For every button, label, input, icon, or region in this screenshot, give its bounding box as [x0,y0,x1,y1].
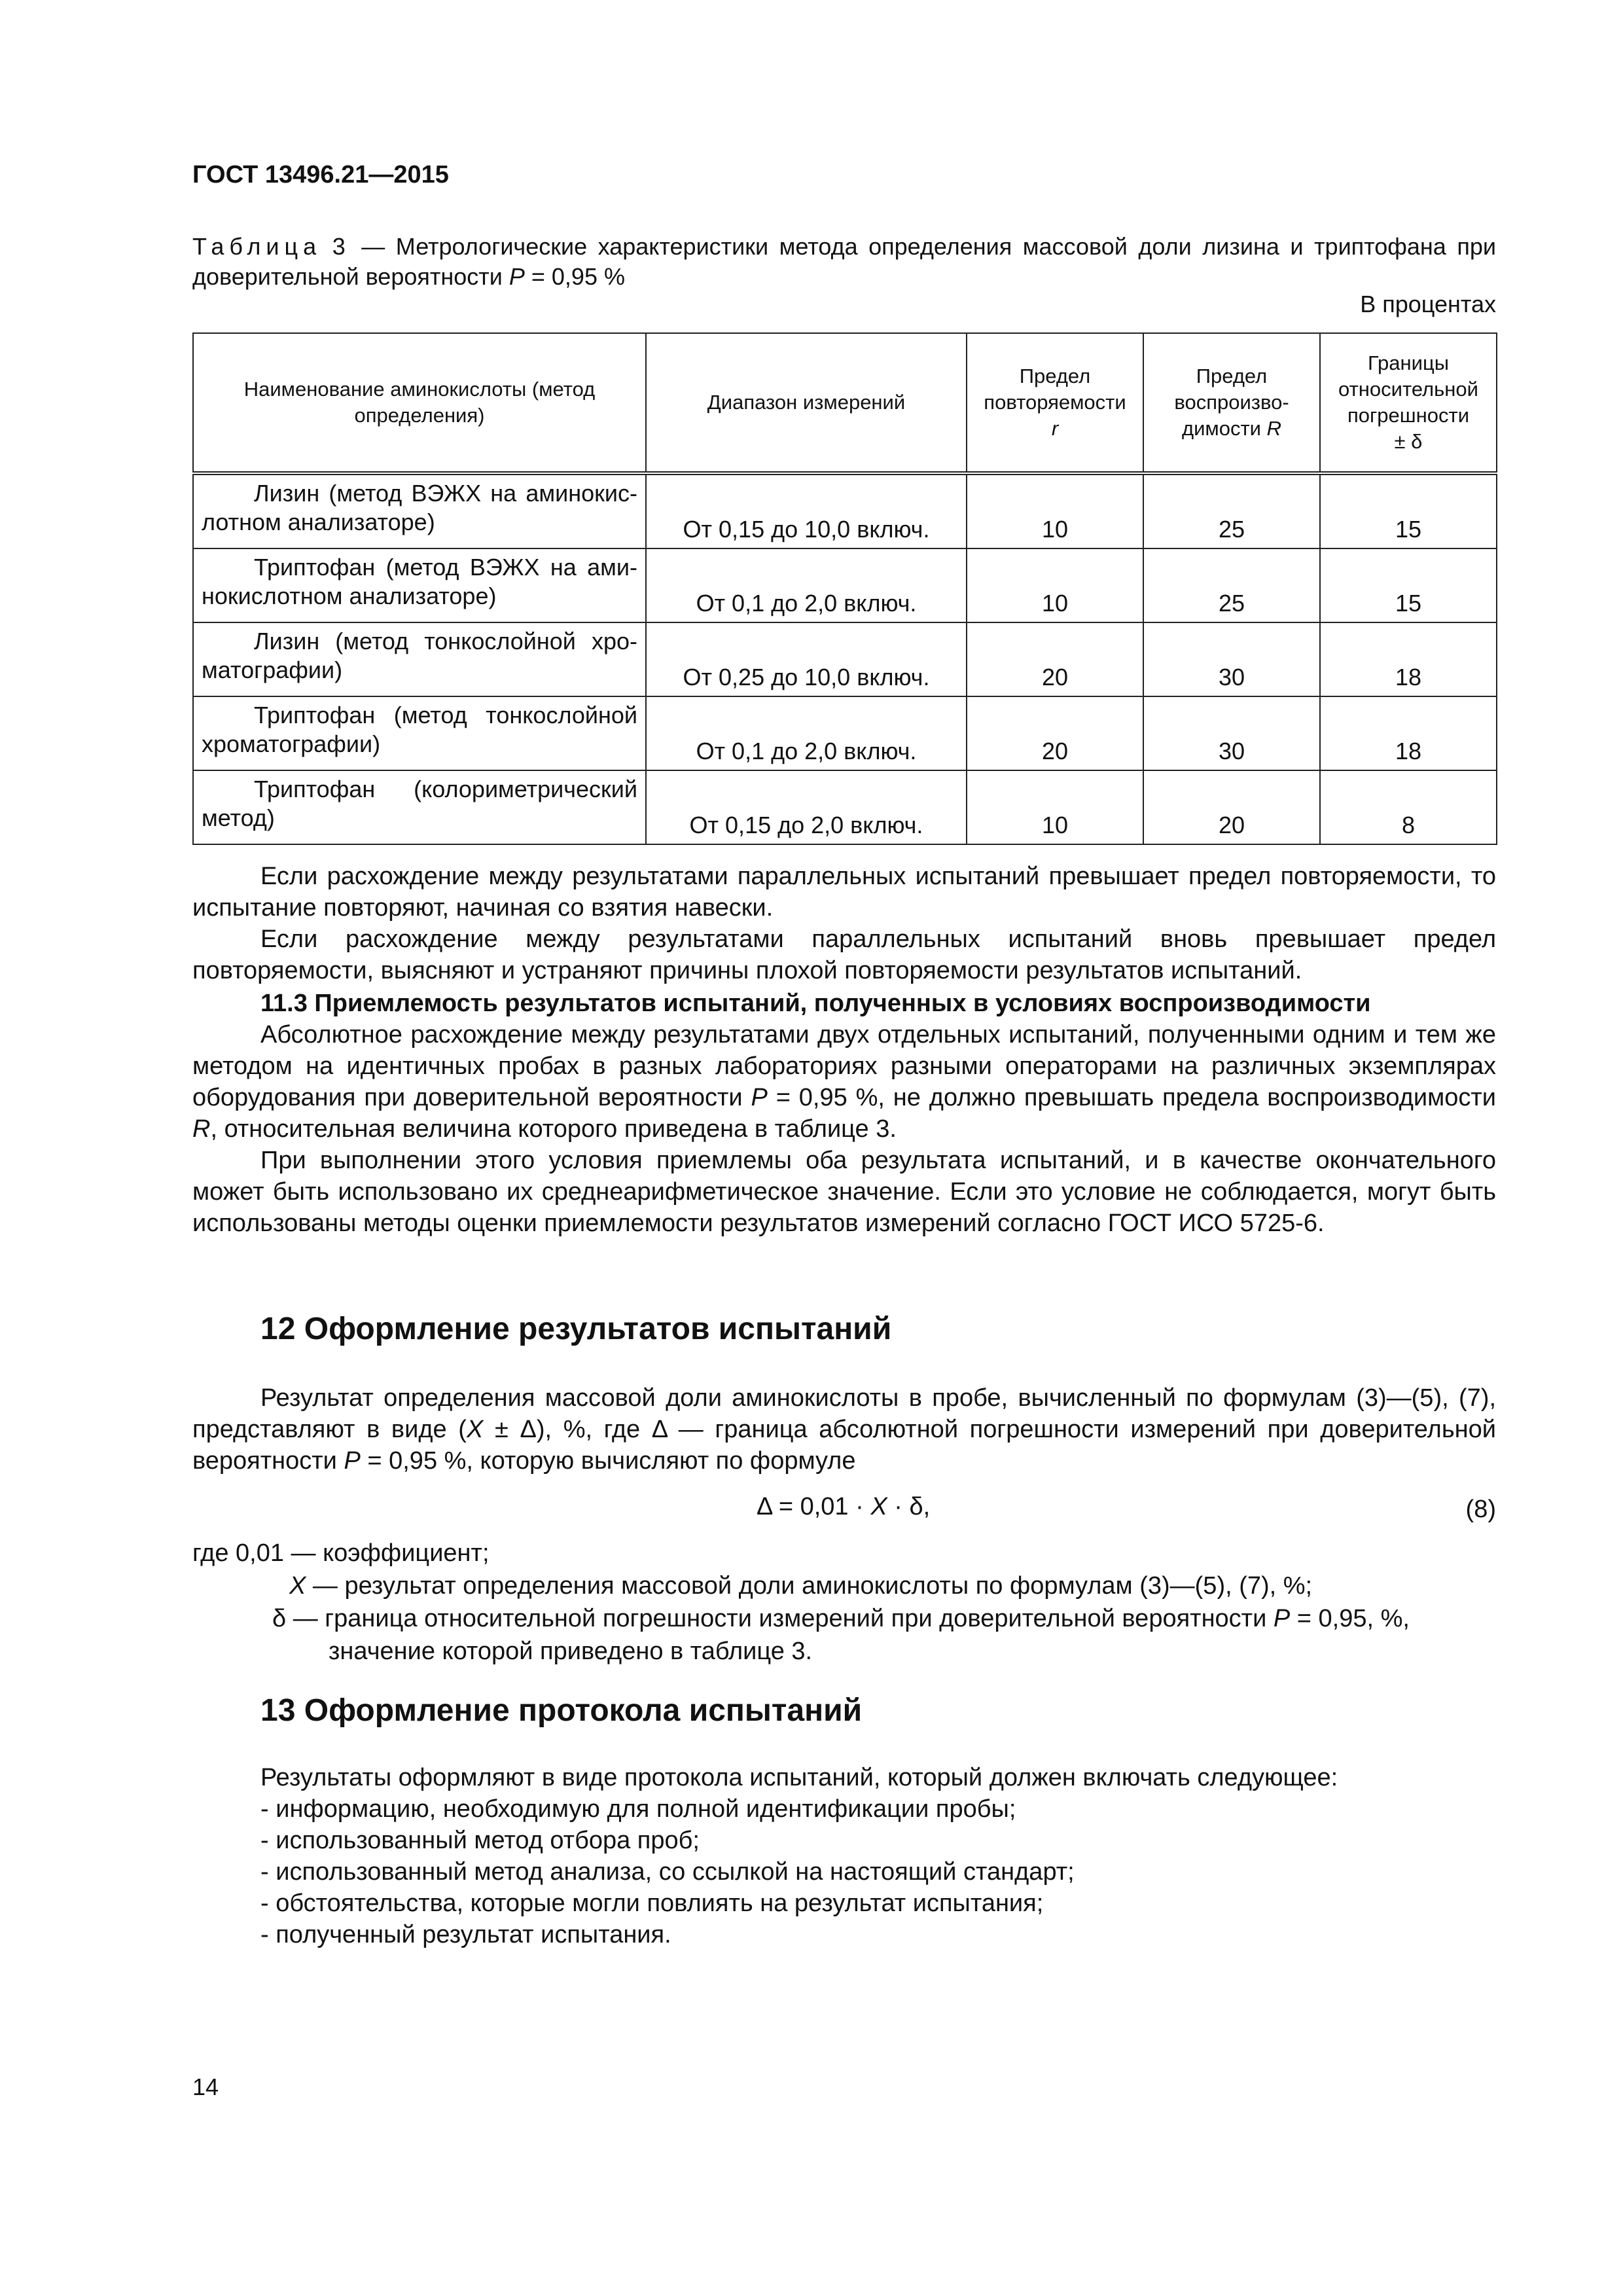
list-item: - использованный метод отбора проб; [260,1827,700,1854]
cell-r: 20 [967,622,1143,696]
cell-delta: 8 [1320,770,1497,844]
list-item: - использованный метод анализа, со ссылкой на настоящий стандарт; [260,1858,1075,1886]
cell-R: 30 [1143,622,1320,696]
cell-name: Лизин (метод ВЭЖХ на аминокис-лотном анализаторе) [193,473,646,548]
paragraph: Абсолютное расхождение между результатами двух отдельных испытаний, полученными одним и тем же методом на идентичных пробах в разных лабораториях разными операторами на различных экземплярах оборудования при доверительной вероятности Р = 0,95 %, не должно превышать предела воспроизводимости R, относительная величина которого приведена в таблице 3. [192,1021,1496,1143]
list-item: - обстоятельства, которые могли повлиять на результат испытания; [260,1890,1044,1917]
cell-range: От 0,25 до 10,0 включ. [646,622,967,696]
cell-delta: 18 [1320,696,1497,770]
table-row [193,548,1497,622]
table-row [193,473,1497,548]
cell-r: 10 [967,548,1143,622]
definition: δ — граница относительной погрешности измерений при доверительной вероятности Р = 0,95, %, [272,1605,1410,1632]
col-header-range: Диапазон измерений [646,333,967,473]
document-header: ГОСТ 13496.21—2015 [192,161,449,188]
formula-8: Δ = 0,01 · X · δ, [757,1493,931,1520]
cell-range: От 0,15 до 2,0 включ. [646,770,967,844]
cell-range: От 0,1 до 2,0 включ. [646,548,967,622]
table-row [193,622,1497,696]
cell-r: 10 [967,770,1143,844]
cell-r: 20 [967,696,1143,770]
definition: X — результат определения массовой доли аминокислоты по формулам (3)—(5), (7), %; [289,1572,1313,1600]
table-caption-number: 3 [332,233,351,260]
section-12-title: 12 Оформление результатов испытаний [260,1312,892,1346]
formula-number: (8) [1465,1496,1496,1523]
table-units: В процентах [1360,291,1496,317]
col-header-name: Наименование аминокислоты (метод определения) [193,333,646,473]
metrology-table [192,332,1497,845]
list-intro: Результаты оформляют в виде протокола испытаний, который должен включать следующее: [260,1764,1338,1791]
cell-R: 20 [1143,770,1320,844]
table-header-row [193,333,1497,473]
cell-delta: 15 [1320,548,1497,622]
body-text [192,861,1496,1239]
table-caption [192,232,1496,292]
table-caption-var: Р [508,263,525,290]
table-caption-text: — Метрологические характеристики метода определения массовой доли лизина и триптофана при доверительной вероятности [192,233,1496,290]
protocol-list [260,1762,1491,1950]
section-12-text [192,1382,1496,1477]
cell-delta: 15 [1320,473,1497,548]
table-caption-tail: = 0,95 % [524,263,625,290]
cell-R: 25 [1143,473,1320,548]
cell-name: Триптофан (метод тонкослойной хроматографии) [193,696,646,770]
list-item: - полученный результат испытания. [260,1921,671,1948]
paragraph: Если расхождение между результатами параллельных испытаний превышает предел повторяемости, то испытание повторяют, начиная со взятия навески. [192,863,1496,922]
definition: где 0,01 — коэффициент; [192,1539,490,1567]
table-caption-label: Таблица [192,233,322,260]
formula-definitions [192,1537,1496,1668]
table-row [193,696,1497,770]
cell-name: Лизин (метод тонкослойной хро-матографии) [193,622,646,696]
paragraph: Результат определения массовой доли аминокислоты в пробе, вычисленный по формулам (3)—(5), (7), представляют в виде (X ± Δ), %, где Δ — граница абсолютной погрешности измерений при доверительной вероятности Р = 0,95 %, которую вычисляют по формуле [192,1384,1496,1475]
table-row [193,770,1497,844]
page-number: 14 [192,2073,219,2100]
list-item: - информацию, необходимую для полной идентификации пробы; [260,1795,1016,1823]
cell-name: Триптофан (метод ВЭЖХ на ами-нокислотном анализаторе) [193,548,646,622]
cell-range: От 0,15 до 10,0 включ. [646,473,967,548]
col-header-error-bounds: Границы относительной погрешности ± δ [1320,333,1497,473]
col-header-repeatability: Предел повторяемости r [967,333,1143,473]
paragraph: Если расхождение между результатами параллельных испытаний вновь превышает предел повторяемости, выясняют и устраняют причины плохой повторяемости результатов испытаний. [192,925,1496,984]
section-11-3-title: 11.3 Приемлемость результатов испытаний, полученных в условиях воспроизводимости [260,990,1371,1017]
section-13-title: 13 Оформление протокола испытаний [260,1693,863,1728]
cell-r: 10 [967,473,1143,548]
cell-delta: 18 [1320,622,1497,696]
paragraph: При выполнении этого условия приемлемы оба результата испытаний, и в качестве окончательного может быть использовано их среднеарифметическое значение. Если это условие не соблюдается, могут быть использованы методы оценки приемлемости результатов измерений согласно ГОСТ ИСО 5725-6. [192,1147,1496,1237]
cell-R: 30 [1143,696,1320,770]
cell-range: От 0,1 до 2,0 включ. [646,696,967,770]
cell-R: 25 [1143,548,1320,622]
definition: значение которой приведено в таблице 3. [329,1638,813,1665]
cell-name: Триптофан (колориметрический метод) [193,770,646,844]
col-header-reproducibility: Предел воспроизво-димости R [1143,333,1320,473]
